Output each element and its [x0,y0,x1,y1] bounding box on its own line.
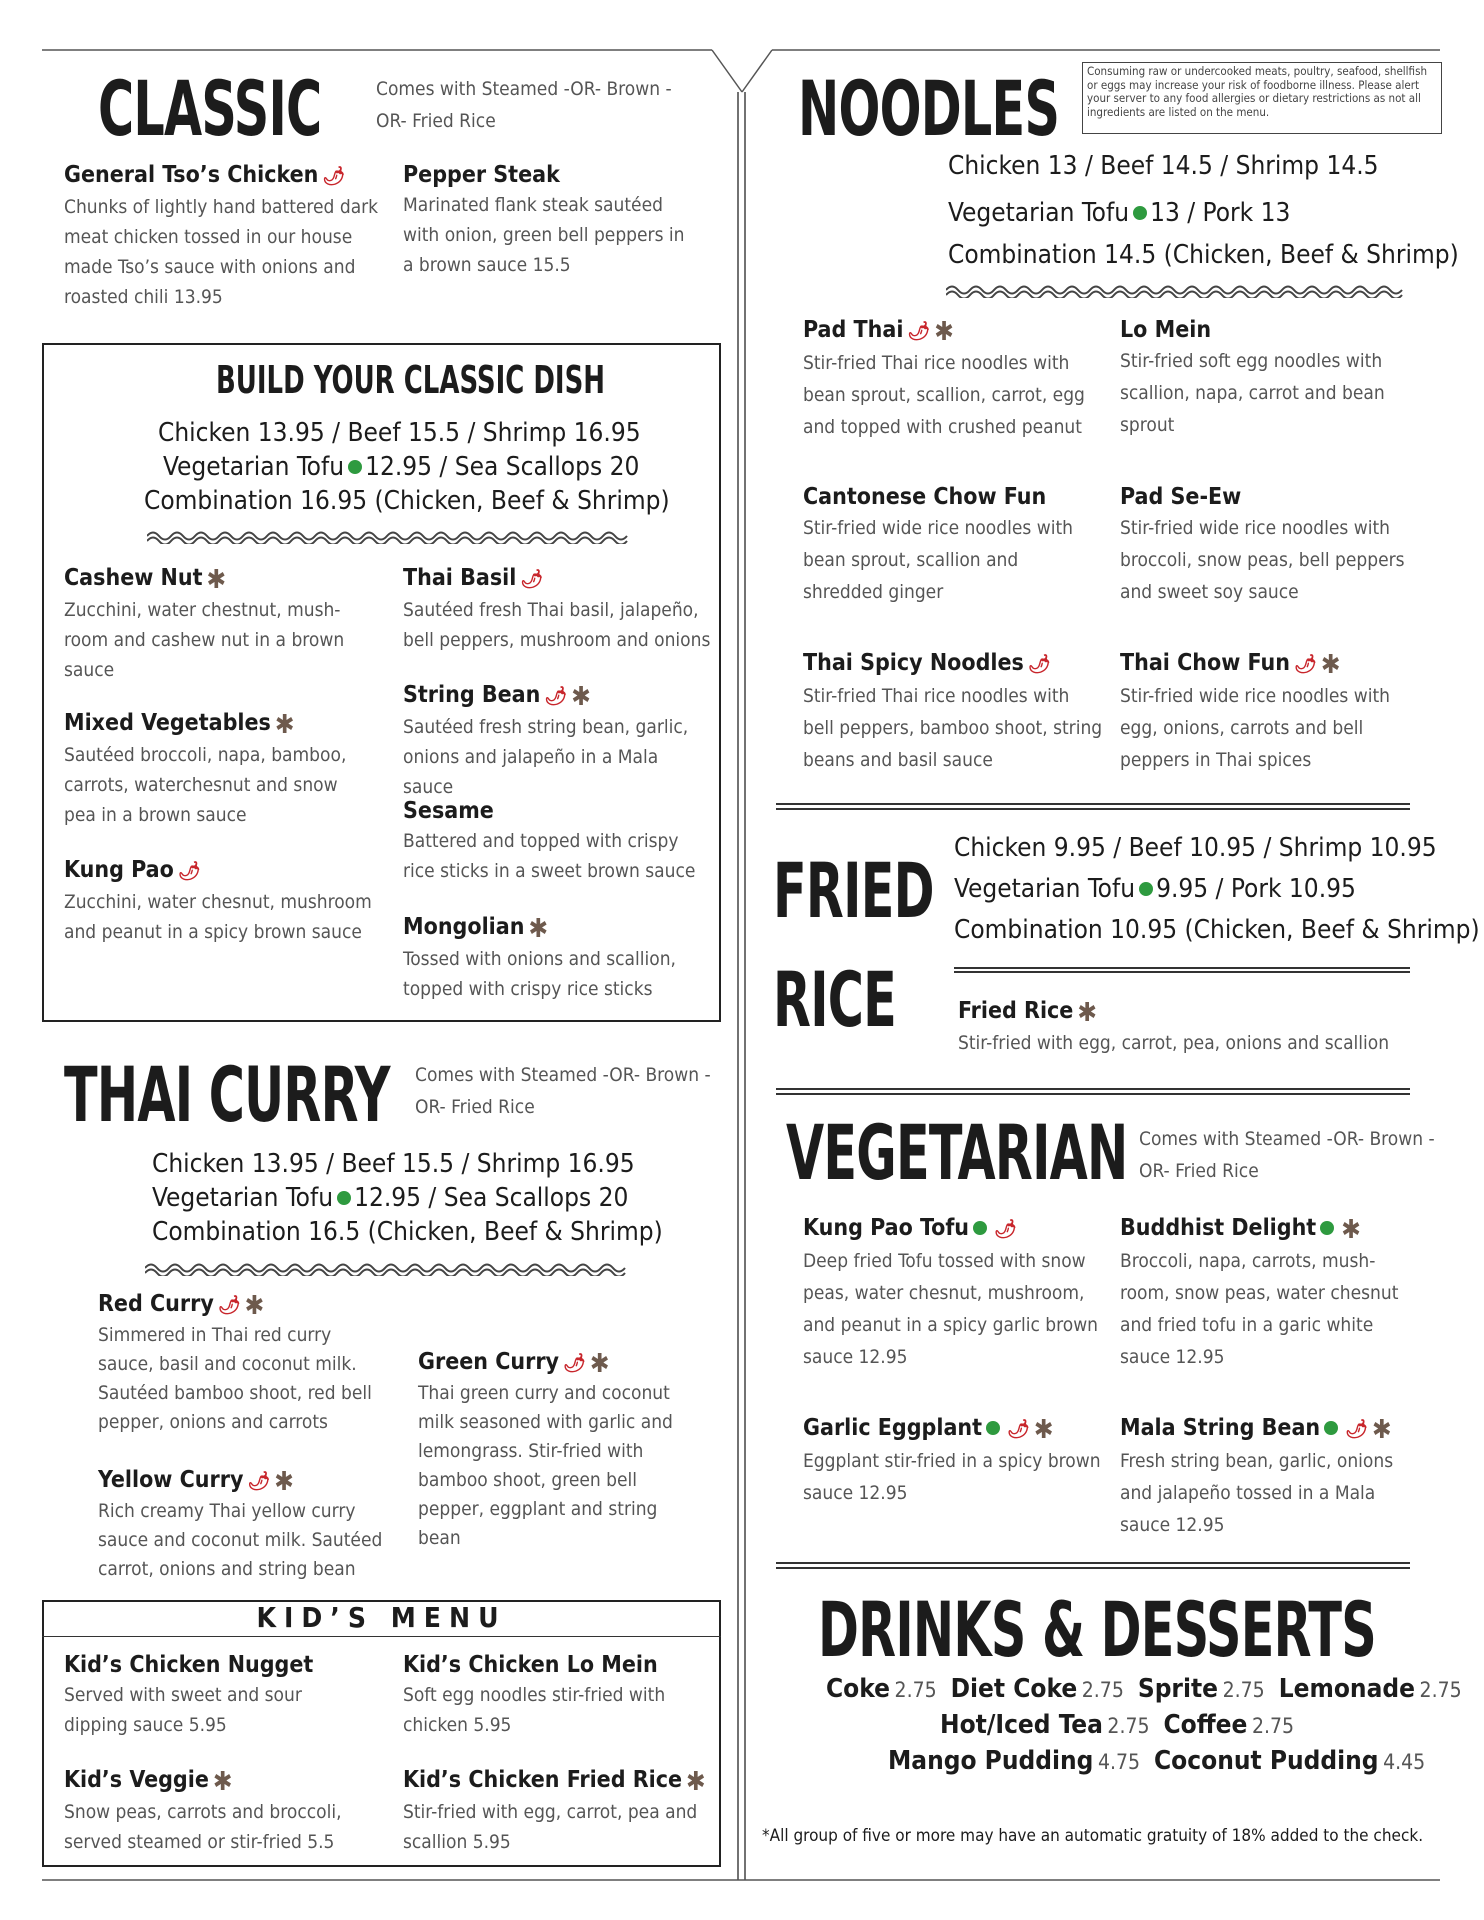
dish-desc: Thai green curry and coconut milk seasoned with garlic and lemongrass. Stir-fried with bamboo shoot, green bell pepper, eggplant and string bean [418,1382,673,1549]
dish-desc: Stir-fried Thai rice noodles with bean sprout, scallion, carrot, egg and topped with crushed peanut [803,352,1085,438]
dish-thai-spicy-noodles [803,648,1103,776]
dish-desc: Eggplant stir-fried in a spicy brown sauce 12.95 [803,1450,1101,1504]
drink-price: 2.75 [1107,1714,1150,1738]
fried-rice-rule [954,967,1410,973]
drink-price: 2.75 [1252,1714,1295,1738]
drink-name: Coke [826,1674,890,1704]
dish-mixed-vegetables [64,708,354,830]
wave-divider [147,528,631,544]
chili-pepper-icon: 🌶 [1027,654,1051,675]
green-dot-icon [1324,1421,1338,1435]
drink-price: 2.75 [1419,1678,1462,1702]
dish-desc: Tossed with onions and scallion, topped with crispy rice sticks [403,948,676,1000]
tofu-label: Vegetarian Tofu [954,874,1136,904]
dish-name: Lo Mein [1120,317,1212,343]
tofu-price: 9.95 / Pork 10.95 [1156,874,1356,904]
chili-pepper-icon: 🌶 [907,321,931,342]
tofu-label: Vegetarian Tofu [152,1183,334,1213]
dish-thai-basil [403,563,713,655]
dish-kung-pao-tofu [803,1213,1103,1373]
dish-desc: Deep fried Tofu tossed with snow peas, water chesnut, mushroom, and peanut in a spicy garlic brown sauce 12.95 [803,1250,1099,1368]
dish-desc: Rich creamy Thai yellow curry sauce and coconut milk. Sautéed carrot, onions and string bean [98,1500,383,1580]
dish-name: Mixed Vegetables [64,710,271,736]
asterisk-icon: ✱ [686,1767,706,1797]
fried-rice-price-line1: Chicken 9.95 / Beef 10.95 / Shrimp 10.95 [954,833,1437,863]
dish-desc: Stir-fried with egg, carrot, pea and scallion 5.95 [403,1801,698,1853]
dish-desc: Stir-fried wide rice noodles with broccoli, snow peas, bell peppers and sweet soy sauce [1120,517,1405,603]
noodles-title: NOODLES [798,64,1060,153]
dish-green-curry [418,1347,698,1553]
dish-kung-pao [64,855,374,947]
chili-pepper-icon: 🌶 [563,1353,586,1374]
dish-desc: Stir-fried wide rice noodles with bean sprout, scallion and shredded ginger [803,517,1073,603]
asterisk-icon: ✱ [1341,1215,1361,1245]
dish-name: Cantonese Chow Fun [803,484,1047,510]
green-dot-icon [348,460,362,474]
kids-title: KID’S MENU [256,1601,507,1634]
kids-title-rule [42,1636,721,1637]
dish-name: Garlic Eggplant [803,1415,983,1441]
dish-pepper-steak [403,160,693,280]
dish-name: Thai Basil [403,565,517,591]
fried-rice-price-line2 [954,872,1356,906]
dish-name: Cashew Nut [64,565,203,591]
dish-mongolian [403,912,713,1004]
chili-pepper-icon: 🌶 [247,1471,271,1492]
dish-lo-mein [1120,315,1420,441]
dish-thai-chow-fun [1120,648,1420,776]
dish-kids-fried-rice [403,1765,706,1857]
chili-pepper-icon: 🌶 [217,1295,241,1316]
dish-red-curry [98,1289,388,1437]
chili-pepper-icon: 🌶 [1294,654,1317,675]
dish-name: Kung Pao Tofu [803,1215,970,1241]
section-divider [776,1088,1410,1095]
asterisk-icon: ✱ [1033,1415,1054,1445]
curry-rice-note: Comes with Steamed -OR- Brown -OR- Fried Rice [415,1064,711,1118]
dish-desc: Soft egg noodles stir-fried with chicken 5.95 [403,1684,666,1736]
dish-desc: Stir-fried Thai rice noodles with bell peppers, bamboo shoot, string beans and basil sauce [803,685,1103,771]
chili-pepper-icon: 🌶 [1345,1419,1368,1440]
dish-pad-se-ew [1120,482,1420,608]
curry-price-line3: Combination 16.5 (Chicken, Beef & Shrimp) [152,1217,663,1247]
dish-kids-lo-mein [403,1650,703,1740]
chili-pepper-icon: 🌶 [994,1219,1017,1240]
dish-desc: Stir-fried soft egg noodles with scallion, napa, carrot and bean sprout [1120,350,1385,436]
green-dot-icon [973,1221,987,1235]
dish-desc: Marinated flank steak sautéed with onion, green bell peppers in a brown sauce 15.5 [403,194,685,276]
drinks-title: DRINKS & DESSERTS [818,1585,1376,1674]
drink-name: Mango Pudding [888,1746,1094,1776]
chili-pepper-icon: 🌶 [177,861,201,882]
dish-desc: Zucchini, water chestnut, mush-room and cashew nut in a brown sauce [64,599,345,681]
asterisk-icon: ✱ [244,1291,265,1321]
dish-mala-string-bean [1120,1413,1420,1541]
asterisk-icon: ✱ [274,710,295,740]
asterisk-icon: ✱ [274,1467,294,1497]
dish-name: Thai Chow Fun [1120,650,1291,676]
drink-price: 2.75 [1081,1678,1124,1702]
dish-cashew-nut [64,563,354,685]
drinks-row-1 [826,1674,1476,1704]
asterisk-icon: ✱ [206,565,227,595]
tofu-label: Vegetarian Tofu [948,198,1130,228]
dish-name: Kid’s Veggie [64,1767,209,1793]
dish-name: Kid’s Chicken Nugget [64,1652,314,1678]
build-price-line3: Combination 16.95 (Chicken, Beef & Shrimp) [144,486,670,516]
dish-garlic-eggplant [803,1413,1103,1509]
tofu-price: 12.95 / Sea Scallops 20 [365,452,640,482]
green-dot-icon [337,1191,351,1205]
chili-pepper-icon: 🌶 [520,569,544,590]
drink-name: Hot/Iced Tea [940,1710,1103,1740]
drink-price: 2.75 [894,1678,937,1702]
drinks-row-2 [940,1710,1308,1740]
green-dot-icon [1139,882,1153,896]
tofu-price: 13 / Pork 13 [1150,198,1291,228]
dish-yellow-curry [98,1465,388,1584]
dish-desc: Simmered in Thai red curry sauce, basil and coconut milk. Sautéed bamboo shoot, red bell pepper, onions and carrots [98,1324,372,1433]
dish-name: Pad Thai [803,317,904,343]
curry-price-line1: Chicken 13.95 / Beef 15.5 / Shrimp 16.95 [152,1149,635,1179]
dish-name: Thai Spicy Noodles [803,650,1024,676]
fried-rice-title-line1: FRIED [773,846,934,935]
fried-rice-title-line2: RICE [773,955,897,1044]
dish-name: Green Curry [418,1349,560,1375]
build-title: BUILD YOUR CLASSIC DISH [216,358,606,402]
dish-name: Kid’s Chicken Fried Rice [403,1767,683,1793]
dish-desc: Sautéed fresh string bean, garlic, onions and jalapeño in a Mala sauce [403,716,689,798]
dish-name: Pepper Steak [403,162,560,188]
asterisk-icon: ✱ [571,682,591,712]
dish-name: Mala String Bean [1120,1415,1321,1441]
dish-name: Kid’s Chicken Lo Mein [403,1652,658,1678]
tofu-label: Vegetarian Tofu [163,452,345,482]
dish-name: General Tso’s Chicken [64,162,319,188]
dish-buddhist-delight [1120,1213,1420,1373]
dish-sesame [403,796,713,886]
dish-desc: Broccoli, napa, carrots, mush-room, snow peas, water chesnut and fried tofu in a garic white sauce 12.95 [1120,1250,1399,1368]
asterisk-icon: ✱ [212,1767,233,1797]
asterisk-icon: ✱ [1077,998,1097,1028]
dish-name: Mongolian [403,914,525,940]
chili-pepper-icon: 🌶 [544,686,568,707]
dish-cantonese-chow-fun [803,482,1103,608]
dish-general-tso [64,160,384,312]
chili-pepper-icon: 🌶 [1007,1419,1030,1440]
dish-name: Kung Pao [64,857,174,883]
curry-title: THAI CURRY [64,1050,390,1139]
dish-desc: Battered and topped with crispy rice sticks in a sweet brown sauce [403,830,696,882]
dish-desc: Snow peas, carrots and broccoli, served steamed or stir-fried 5.5 [64,1801,342,1853]
food-safety-warning [1082,62,1442,134]
fried-rice-price-line3: Combination 10.95 (Chicken, Beef & Shrimp) [954,915,1480,945]
dish-desc: Sautéed broccoli, napa, bamboo, carrots, waterchesnut and snow pea in a brown sauce [64,744,347,826]
dish-fried-rice [958,996,1418,1058]
dish-kids-nugget [64,1650,354,1740]
drink-price: 4.45 [1383,1750,1426,1774]
dish-name: Red Curry [98,1291,214,1317]
vegetarian-title: VEGETARIAN [786,1108,1128,1197]
drink-price: 4.75 [1097,1750,1141,1774]
drink-name: Coconut Pudding [1154,1746,1379,1776]
dish-name: String Bean [403,682,541,708]
wave-divider [145,1260,629,1276]
dish-kids-veggie [64,1765,364,1857]
noodles-price-line1: Chicken 13 / Beef 14.5 / Shrimp 14.5 [948,151,1379,181]
gratuity-note: *All group of five or more may have an automatic gratuity of 18% added to the check. [762,1826,1424,1846]
dish-desc: Chunks of lightly hand battered dark meat chicken tossed in our house made Tso’s sauce with onions and roasted chili 13.95 [64,196,379,308]
dish-desc: Stir-fried with egg, carrot, pea, onions and scallion [958,1032,1390,1054]
drink-name: Lemonade [1278,1674,1415,1704]
green-dot-icon [986,1421,1000,1435]
asterisk-icon: ✱ [1372,1415,1392,1445]
wave-divider [946,282,1406,298]
tofu-price: 12.95 / Sea Scallops 20 [354,1183,629,1213]
dish-name: Fried Rice [958,998,1074,1024]
dish-desc: Zucchini, water chesnut, mushroom and peanut in a spicy brown sauce [64,891,372,943]
drink-name: Coffee [1163,1710,1248,1740]
classic-rice-note: Comes with Steamed -OR- Brown -OR- Fried Rice [376,78,672,132]
drinks-row-3 [888,1746,1439,1776]
build-price-line2 [163,450,639,484]
dish-desc: Stir-fried wide rice noodles with egg, onions, carrots and bell peppers in Thai spices [1120,685,1390,771]
asterisk-icon: ✱ [934,317,954,347]
section-divider [776,803,1410,810]
noodles-price-line2 [948,196,1290,230]
build-price-line1: Chicken 13.95 / Beef 15.5 / Shrimp 16.95 [158,418,641,448]
section-divider [776,1562,1410,1569]
drink-name: Sprite [1137,1674,1219,1704]
drink-name: Diet Coke [950,1674,1078,1704]
chili-pepper-icon: 🌶 [322,166,346,187]
asterisk-icon: ✱ [589,1349,610,1379]
classic-title: CLASSIC [98,64,322,153]
warning-text: Consuming raw or undercooked meats, poultry, seafood, shellfish or eggs may increase your risk of foodborne illness. Please alert your server to any food allergies or dietary restrictions as not all ingredients are listed on the menu. [1087,64,1428,119]
dish-name: Pad Se-Ew [1120,484,1242,510]
noodles-price-line3: Combination 14.5 (Chicken, Beef & Shrimp) [948,240,1459,270]
vegetarian-rice-note: Comes with Steamed -OR- Brown -OR- Fried Rice [1139,1128,1435,1182]
dish-desc: Sautéed fresh Thai basil, jalapeño, bell peppers, mushroom and onions [403,599,711,651]
dish-name: Yellow Curry [98,1467,244,1493]
dish-name: Sesame [403,798,494,824]
green-dot-icon [1320,1221,1334,1235]
drink-price: 2.75 [1222,1678,1265,1702]
dish-desc: Served with sweet and sour dipping sauce 5.95 [64,1684,302,1736]
asterisk-icon: ✱ [528,914,549,944]
dish-desc: Fresh string bean, garlic, onions and jalapeño tossed in a Mala sauce 12.95 [1120,1450,1394,1536]
asterisk-icon: ✱ [1320,650,1341,680]
curry-price-line2 [152,1181,628,1215]
dish-name: Buddhist Delight [1120,1215,1317,1241]
dish-string-bean [403,680,713,802]
green-dot-icon [1133,206,1147,220]
dish-pad-thai [803,315,1103,443]
